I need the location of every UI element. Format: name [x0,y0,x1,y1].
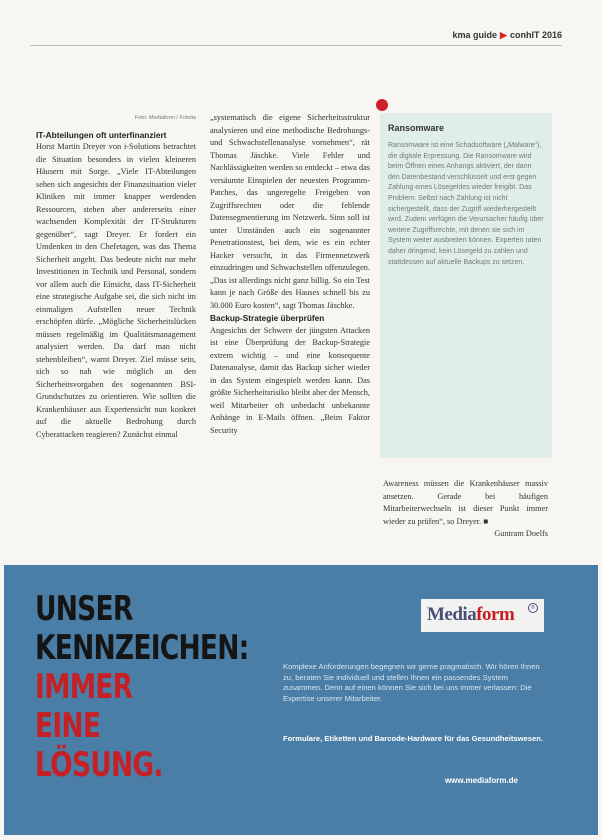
logo-text: Mediaform [427,604,515,625]
article-column-1 [36,112,196,441]
ad-slogan [35,590,248,785]
section-name: conhIT 2016 [509,30,562,40]
slogan-line-3: IMMER [35,667,133,707]
page-header [453,30,562,41]
infobox-title: Ransomware [388,123,445,133]
arrow-right-icon: ▶ [500,30,507,40]
publication-name: kma guide [452,30,498,40]
mediaform-logo [421,599,544,632]
column-1-text: Horst Martin Dreyer von i-Solutions betrachtet die Situation besonders in vielen kleineren Häusern mit Sorge. „Viele IT-Abteilungen sehen sich angesichts der Finanzsituation vieler Kliniken mit immer knapper werdenden Ressourcen, stehen aber andererseits einer wachsenden Komplexität der IT-Strukturen gegenüber“, sagt Dreyer. Er fordert ein Umdenken in den Chefetagen, was das Thema Sicherheit angeht. Das bedeute nicht nur mehr Investitionen in Technik und Personal, sondern vor allem auch die Einsicht, dass IT-Sicherheit eine strategische Aufgabe sei, die sich nicht im einmaligen Aufstellen neuer Technik erschöpfen dürfe. „Mögliche Sicherheitslücken müssen regelmäßig im Qualitätsmanagement analysiert werden. Da darf man nicht stehenbleiben“, warnt Dreyer. Ziel müsse sein, sich so nah wie möglich an den Sicherheitsvorgaben des sogenannten BSI-Grundschutzes zu orientieren. Wie sollten die Krankenhäuser aus Expertensicht nun konkret auf die aktuelle Bedrohung durch Cyberattacken reagieren? Zunächst einmal [36,142,196,439]
slogan-line-2: KENNZEICHEN: [35,628,249,668]
article-column-3 [383,478,548,541]
ad-body-text: Komplexe Anforderungen begegnen wir gerne pragmatisch. Wir hören Ihnen zu, beraten Sie individuell und stellen Ihnen ein passendes System zusammen. Denn auf einen können Sie sich bei uns immer verlassen: Die Expertise unserer Mitarbeiter. [283,662,540,704]
column-3-text: Awareness müssen die Krankenhäuser massiv ansetzen. Gerade bei häufigen Mitarbeiterwechseln ist dieser Punkt immer wieder zu prüfen“, so Dreyer. ■ [383,479,548,526]
article-column-2 [210,112,370,437]
slogan-line-4: EINE [35,706,101,746]
registered-icon: ® [528,603,538,613]
subheading-underfunded: IT-Abteilungen oft unterfinanziert [36,129,167,140]
column-2-text-1: „systematisch die eigene Sicherheitsstruktur analysieren und eine methodische Bedrohungs- und Schwachstellenanalyse vornehmen“, rät Thomas Jäschke. Viele Fehler und Nachlässigkeiten werden so entdeckt – etwa das versäumte Einspielen der neuesten Programm-Patches, das ungeregelte Freigeben von Zugriffsrechten oder die fehlende Datensegmentierung im Netzwerk. Sinn soll ist unter Umständen auch ein sogenannter Penetrationstest, bei dem, wie es ein echter Hacker versucht, in das Firmennetzwerk einzudringen und Schwachstellen offenzulegen. „Das ist allerdings nicht ganz billig. So ein Test kann je nach Größe des Hauses schnell bis zu 30.000 Euro kosten“, sagt Thomas Jäschke. [210,113,370,310]
author-name: Guntram Doelfs [494,529,548,538]
column-2-text-2: Angesichts der Schwere der jüngsten Attacken ist eine Überprüfung der Backup-Strategie extrem wichtig – und eine konsequente Datenanalyse, damit das Backup sicher wieder in das System eingespielt werden kann. Das größte Sicherheitsrisiko bleibt aber der Mensch, weil Mitarbeiter oft unbedacht unbekannte Anhänge in E-Mails öffnen. „Beim Faktor Security [210,325,370,435]
ransomware-infobox [380,113,552,458]
infobox-text: Ransomware ist eine Schadsoftware („Malware“), die digitale Erpressung. Die Ransomware wird beim Öffnen eines Anhangs aktiviert, der dann den Datenbestand verschlüsselt und erst gegen Zahlung eines Lösegeldes wieder freigibt. Das Problem: Selbst nach Zahlung ist nicht sichergestellt, dass der Zugriff wiederhergestellt wird. Zudem verfügen die Verursacher häufig über weitere Zugriffsrechte, mit denen sie sich im System weiter ausbreiten können. Experten raten daher dringend, kein Lösegeld zu zahlen und stattdessen auf aktuelle Backups zu setzen. [388,142,544,266]
ad-url-link[interactable]: www.mediaform.de [444,776,518,785]
slogan-line-1: UNSER [35,589,133,629]
header-rule [30,45,562,46]
red-dot-icon [376,99,388,111]
slogan-line-5: LÖSUNG. [35,745,163,785]
ad-tagline: Formulare, Etiketten und Barcode-Hardware für das Gesundheitswesen. [283,734,543,743]
subheading-backup: Backup-Strategie überprüfen [210,313,325,323]
photo-caption: Foto: Mediaform / Fotolia [134,115,196,121]
